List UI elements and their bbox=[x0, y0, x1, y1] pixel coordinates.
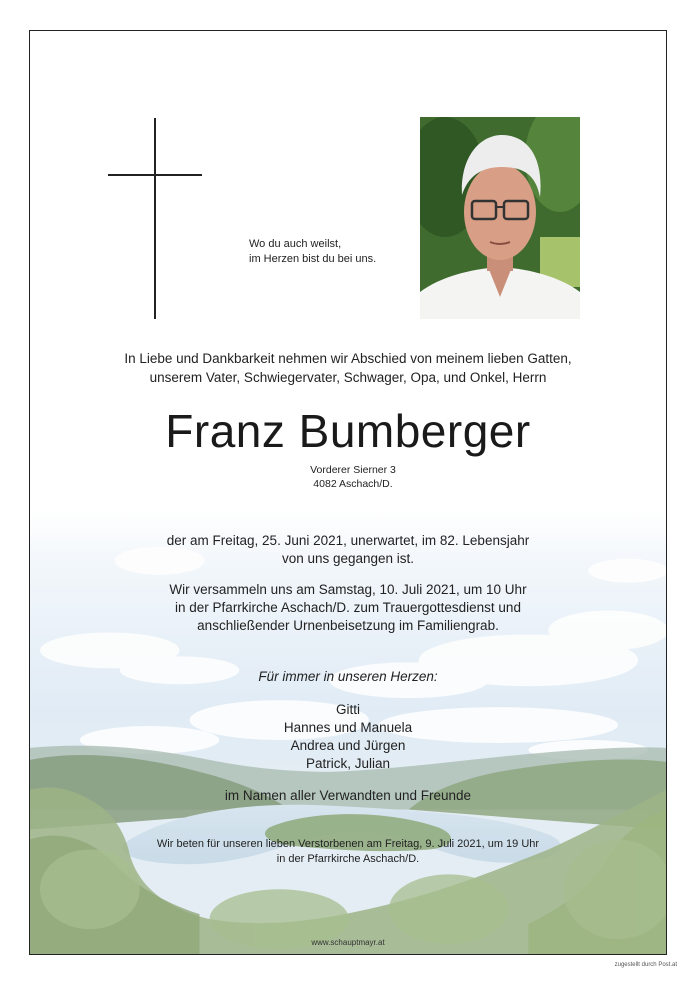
intro-line: unserem Vater, Schwiegervater, Schwager, Opa, und Onkel, Herrn bbox=[149, 370, 547, 385]
relatives-line: im Namen aller Verwandten und Freunde bbox=[224, 788, 472, 803]
address-line: Vorderer Sierner 3 bbox=[310, 464, 396, 476]
service-line: Wir versammeln uns am Samstag, 10. Juli 2021, um 10 Uhr bbox=[169, 582, 527, 597]
deceased-address bbox=[30, 463, 666, 491]
delivery-note: zugestellt durch Post.at bbox=[614, 962, 677, 968]
death-notice-card bbox=[29, 30, 667, 955]
mourner-name: Hannes und Manuela bbox=[283, 720, 413, 735]
intro-line: In Liebe und Dankbarkeit nehmen wir Abschied von meinem lieben Gatten, bbox=[124, 351, 572, 366]
death-line: von uns gegangen ist. bbox=[281, 551, 415, 566]
mourners-list bbox=[30, 701, 666, 773]
memorial-verse bbox=[249, 237, 376, 267]
mourner-name: Gitti bbox=[335, 702, 360, 717]
mourner-name: Patrick, Julian bbox=[305, 756, 391, 771]
mourner-name: Andrea und Jürgen bbox=[290, 738, 406, 753]
cross-icon bbox=[154, 118, 156, 319]
portrait-photo bbox=[420, 117, 580, 319]
prayer-info bbox=[30, 837, 666, 867]
cross-icon-bar bbox=[108, 174, 202, 176]
prayer-line: in der Pfarrkirche Aschach/D. bbox=[276, 853, 420, 865]
intro-text bbox=[30, 349, 666, 387]
prayer-line: Wir beten für unseren lieben Verstorbenen am Freitag, 9. Juli 2021, um 19 Uhr bbox=[156, 838, 540, 850]
verse-line: Wo du auch weilst, bbox=[249, 238, 342, 250]
verse-line: im Herzen bist du bei uns. bbox=[249, 253, 377, 265]
memorial-motto: Für immer in unseren Herzen: bbox=[258, 669, 438, 684]
funeral-service-info bbox=[30, 581, 666, 635]
service-line: anschließender Urnenbeisetzung im Familiengrab. bbox=[197, 618, 499, 633]
service-line: in der Pfarrkirche Aschach/D. zum Trauergottesdienst und bbox=[175, 600, 521, 615]
address-line: 4082 Aschach/D. bbox=[313, 478, 393, 490]
website-link[interactable]: www.schauptmayr.at bbox=[311, 938, 385, 947]
death-announcement bbox=[30, 532, 666, 568]
death-line: der am Freitag, 25. Juni 2021, unerwartet, im 82. Lebensjahr bbox=[166, 533, 530, 548]
deceased-name: Franz Bumberger bbox=[165, 405, 531, 457]
